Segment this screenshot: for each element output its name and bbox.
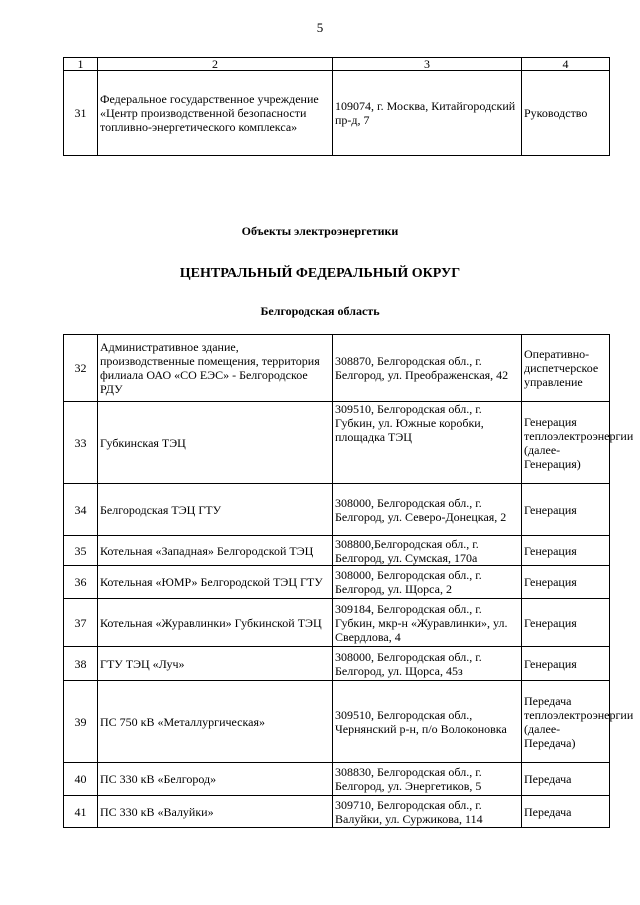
object-address: 309510, Белгородская обл., г. Губкин, ул. Южные коробки, площадка ТЭЦ [333, 402, 522, 484]
object-address: 309710, Белгородская обл., г. Валуйки, ул. Суржикова, 114 [333, 796, 522, 828]
table-row [64, 796, 610, 828]
object-type: Генерация [522, 566, 610, 599]
table-row [64, 599, 610, 647]
object-address: 109074, г. Москва, Китайгородский пр-д, 7 [333, 71, 522, 156]
main-table [63, 334, 634, 828]
column-header: 3 [333, 58, 522, 71]
table-row [64, 681, 610, 763]
row-number: 35 [64, 536, 98, 566]
row-number: 39 [64, 681, 98, 763]
table-header-row [64, 58, 610, 71]
object-type: Генерация [522, 647, 610, 681]
table-row [64, 763, 610, 796]
object-name: Котельная «Западная» Белгородской ТЭЦ [98, 536, 333, 566]
object-type: Руководство [522, 71, 610, 156]
row-number: 40 [64, 763, 98, 796]
object-address: 308800,Белгородская обл., г. Белгород, ул. Сумская, 170а [333, 536, 522, 566]
table-row [64, 71, 610, 156]
object-name: Котельная «Журавлинки» Губкинской ТЭЦ [98, 599, 333, 647]
object-address: 308000, Белгородская обл., г. Белгород, ул. Северо-Донецкая, 2 [333, 484, 522, 536]
table-row [64, 536, 610, 566]
region-title: Белгородская область [260, 304, 380, 318]
object-type: Передача [522, 763, 610, 796]
object-name: Белгородская ТЭЦ ГТУ [98, 484, 333, 536]
table-row [64, 647, 610, 681]
object-name: ПС 330 кВ «Белгород» [98, 763, 333, 796]
column-header: 2 [98, 58, 333, 71]
row-number: 38 [64, 647, 98, 681]
row-number: 37 [64, 599, 98, 647]
section-title: Объекты электроэнергетики [241, 224, 399, 238]
object-name: Административное здание, производственные помещения, территория филиала ОАО «СО ЕЭС» - Белгородское РДУ [98, 335, 333, 402]
object-address: 309510, Белгородская обл., Чернянский р-н, п/о Волоконовка [333, 681, 522, 763]
object-type: Генерация [522, 536, 610, 566]
object-type: Генерация теплоэлектроэнергии (далее- Генерация) [522, 402, 610, 484]
district-title: ЦЕНТРАЛЬНЫЙ ФЕДЕРАЛЬНЫЙ ОКРУГ [179, 266, 461, 281]
object-name: Котельная «ЮМР» Белгородской ТЭЦ ГТУ [98, 566, 333, 599]
object-name: ГТУ ТЭЦ «Луч» [98, 647, 333, 681]
table-row [64, 566, 610, 599]
table-row [64, 484, 610, 536]
object-address: 308870, Белгородская обл., г. Белгород, ул. Преображенская, 42 [333, 335, 522, 402]
row-number: 41 [64, 796, 98, 828]
object-address: 308000, Белгородская обл., г. Белгород, ул. Щорса, 45з [333, 647, 522, 681]
object-type: Генерация [522, 599, 610, 647]
object-name: Губкинская ТЭЦ [98, 402, 333, 484]
object-type: Передача теплоэлектроэнергии (далее- Передача) [522, 681, 610, 763]
row-number: 33 [64, 402, 98, 484]
column-header: 1 [64, 58, 98, 71]
table-row [64, 402, 610, 484]
top-table [63, 57, 610, 156]
row-number: 34 [64, 484, 98, 536]
object-name: ПС 330 кВ «Валуйки» [98, 796, 333, 828]
table-row [64, 335, 610, 402]
object-type: Передача [522, 796, 610, 828]
column-header: 4 [522, 58, 610, 71]
object-address: 309184, Белгородская обл., г. Губкин, мкр-н «Журавлинки», ул. Свердлова, 4 [333, 599, 522, 647]
object-name: Федеральное государственное учреждение «Центр производственной безопасности топливно-энергетического комплекса» [98, 71, 333, 156]
page-number: 5 [316, 20, 324, 35]
object-address: 308000, Белгородская обл., г. Белгород, ул. Щорса, 2 [333, 566, 522, 599]
object-type: Оперативно-диспетчерское управление [522, 335, 610, 402]
object-address: 308830, Белгородская обл., г. Белгород, ул. Энергетиков, 5 [333, 763, 522, 796]
object-name: ПС 750 кВ «Металлургическая» [98, 681, 333, 763]
row-number: 36 [64, 566, 98, 599]
object-type: Генерация [522, 484, 610, 536]
row-number: 32 [64, 335, 98, 402]
row-number: 31 [64, 71, 98, 156]
